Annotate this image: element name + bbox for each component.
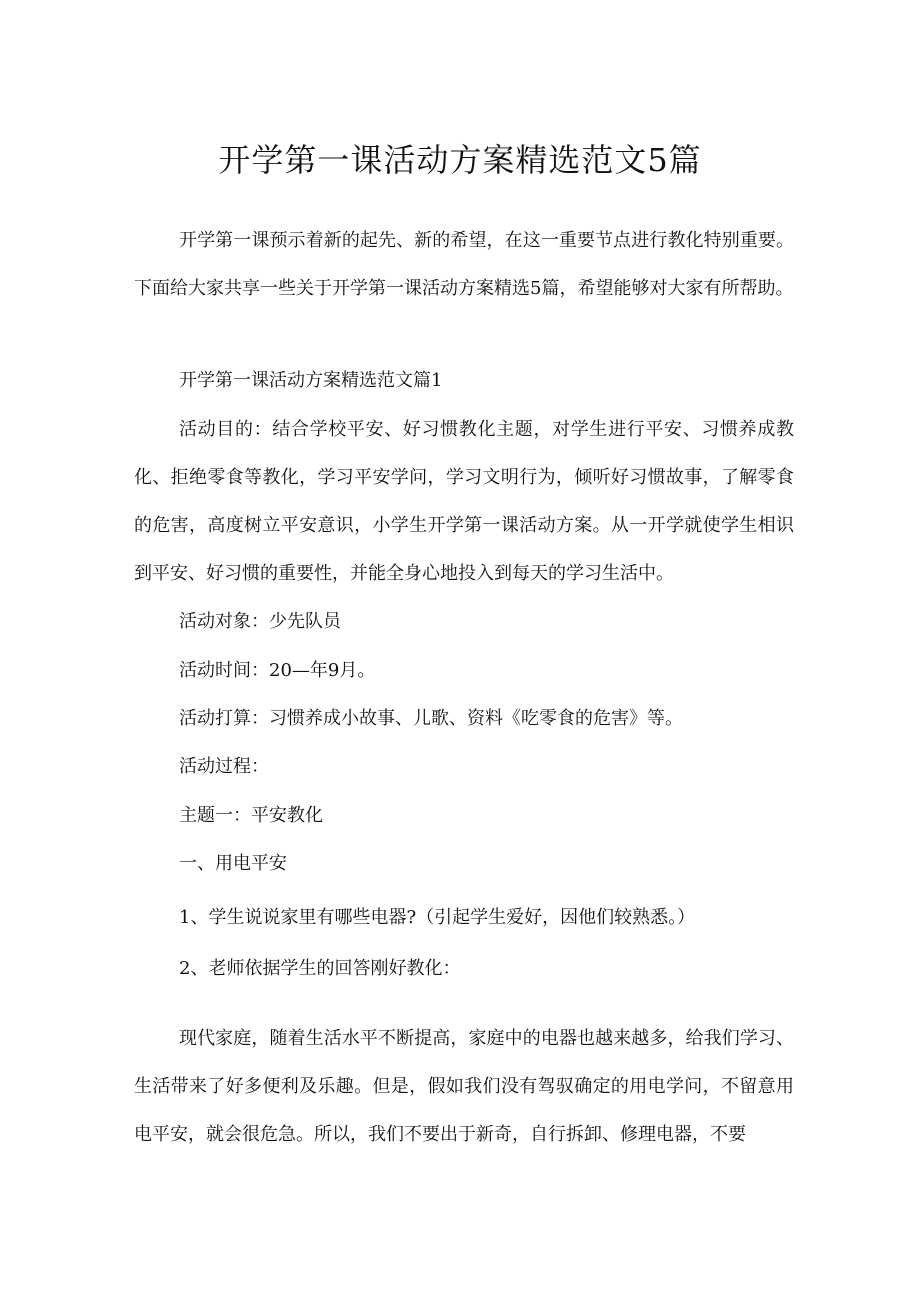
item1-line: 1、学生说说家里有哪些电器?（引起学生爱好，因他们较熟悉。）: [179, 907, 696, 928]
item2-line: 2、老师依据学生的回答刚好教化：: [179, 958, 461, 979]
goal-paragraph: 活动目的：结合学校平安、好习惯教化主题，对学生进行平安、习惯养成教化、拒绝零食等教化，学习平安学问，学习文明行为，倾听好习惯故事，了解零食的危害，高度树立平安意识，小学生开学第一课活动方案。从一开学就使学生相识到平安、好习惯的重要性，并能全身心地投入到每天的学习生活中。: [134, 419, 794, 584]
intro-paragraph: 开学第一课预示着新的起先、新的希望，在这一重要节点进行教化特别重要。下面给大家共享一些关于开学第一课活动方案精选5篇，希望能够对大家有所帮助。: [134, 230, 794, 299]
target-line: 活动对象：少先队员: [179, 611, 341, 632]
process-line: 活动过程：: [179, 756, 269, 777]
time-line: 活动时间：20—年9月。: [179, 660, 376, 681]
theme1-line: 主题一：平安教化: [179, 805, 323, 826]
plan-line: 活动打算：习惯养成小故事、儿歌、资料《吃零食的危害》等。: [179, 708, 683, 729]
document-title: 开学第一课活动方案精选范文5篇: [218, 141, 702, 179]
body-paragraph: 现代家庭，随着生活水平不断提高，家庭中的电器也越来越多，给我们学习、生活带来了好多便利及乐趣。但是，假如我们没有驾驭确定的用电学问，不留意用电平安，就会很危急。所以，我们不要出于新奇，自行拆卸、修理电器，不要: [134, 1028, 794, 1145]
sub1-line: 一、用电平安: [179, 853, 287, 874]
section-heading: 开学第一课活动方案精选范文篇1: [179, 370, 443, 391]
